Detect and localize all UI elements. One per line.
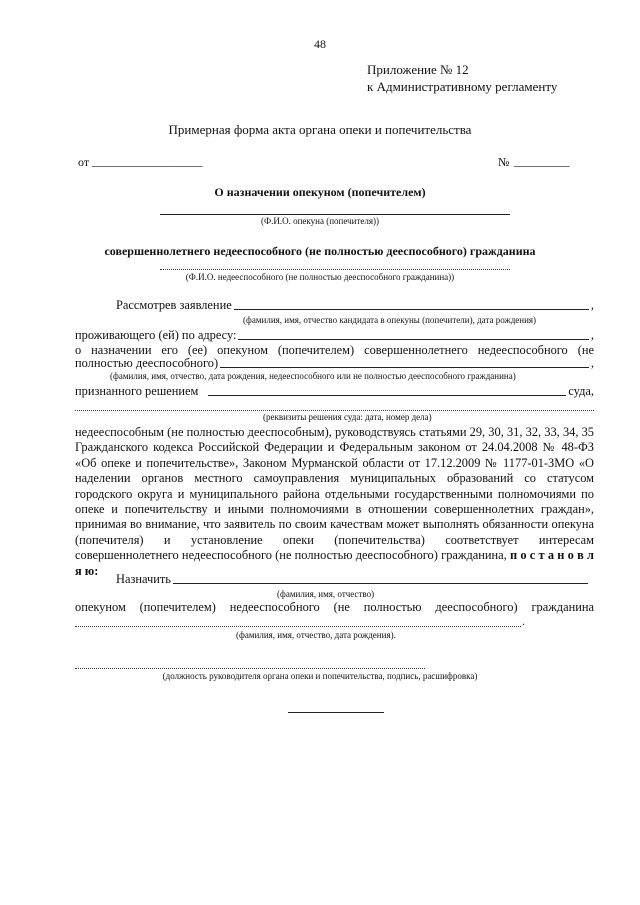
address-comma: ,: [590, 328, 594, 342]
page-number: 48: [314, 37, 326, 51]
court-name-field[interactable]: [208, 395, 566, 396]
assignee-hint: (фамилия, имя, отчество): [277, 589, 375, 599]
appoint-line-1: о назначении его (ее) опекуном (попечителем) совершеннолетнего недееспособного (не: [75, 343, 594, 357]
recognized-label: признанного решением: [75, 384, 199, 398]
applicant-hint: (фамилия, имя, отчество кандидата в опекуны (попечители), дата рождения): [243, 315, 537, 325]
ward-hint: (Ф.И.О. недееспособного (не полностью дееспособного гражданина)): [185, 272, 455, 282]
resolve-text: п о с т а н о в л я ю:: [75, 548, 594, 578]
signature-field[interactable]: [75, 668, 425, 669]
date-field[interactable]: ____________________: [92, 154, 202, 168]
considered-label: Рассмотрев заявление: [116, 298, 232, 312]
address-row: [75, 328, 594, 343]
address-label: проживающего (ей) по адресу:: [75, 328, 237, 342]
from-label: от: [78, 155, 90, 169]
number-label: №: [498, 155, 510, 169]
guardian-of-hint: (фамилия, имя, отчество, дата рождения).: [236, 630, 396, 640]
appoint-row-2: [75, 356, 594, 371]
guardian-of-line: опекуном (попечителем) недееспособного (не полностью дееспособного) гражданина: [75, 600, 594, 614]
ward-person-hint: (фамилия, имя, отчество, дата рождения, недееспособного или не полностью дееспособного гражданина): [110, 371, 516, 381]
court-label: суда,: [568, 384, 594, 398]
ward-heading: совершеннолетнего недееспособного (не полностью дееспособного) гражданина: [104, 244, 536, 258]
appendix-number: Приложение № 12: [367, 62, 469, 77]
assign-row: [116, 572, 594, 587]
appoint-line-2: полностью дееспособного): [75, 356, 219, 370]
guardian-hint: (Ф.И.О. опекуна (попечителя)): [260, 216, 380, 226]
appoint-comma: ,: [590, 356, 594, 370]
closing-divider: [288, 712, 384, 713]
act-heading: О назначении опекуном (попечителем): [214, 185, 426, 199]
considered-row: [116, 298, 594, 313]
main-paragraph-text: недееспособным (не полностью дееспособным), руководствуясь статьями 29, 30, 31, 32, 33, 34, 35 Гражданского кодекса Российской Федерации и Федеральным законом от 24.04.2008 № 48-ФЗ «Об опеке и попечительстве», Законом Мурманской области от 17.12.2009 № 1177-01-ЗМО «О наделении органов местного самоуправления муниципальных образований со статусом городского округа и муниципального района отдельными государственными полномочиями по опеке и попечительству и иными полномочиями в отношении совершеннолетних граждан», принимая во внимание, что заявитель по своим качествам может выполнять обязанности опекуна (попечителя) и установление опеки (попечительства) соответствует интересам совершеннолетнего недееспособного (не полностью дееспособного) гражданина,: [75, 425, 594, 563]
court-row: [75, 384, 594, 399]
guardian-name-field[interactable]: [160, 214, 510, 215]
court-hint: (реквизиты решения суда: дата, номер дела): [263, 412, 432, 422]
ward-name-field[interactable]: [160, 269, 510, 270]
assignee-field[interactable]: [173, 583, 588, 584]
number-field[interactable]: __________: [514, 154, 569, 168]
address-field[interactable]: [238, 339, 588, 340]
considered-comma: ,: [590, 298, 594, 312]
guardian-of-field[interactable]: [75, 626, 521, 627]
assign-label: Назначить: [116, 572, 171, 586]
court-details-field[interactable]: [75, 410, 594, 411]
appendix-regulation: к Административному регламенту: [367, 79, 558, 94]
ward-person-field[interactable]: [220, 367, 589, 368]
guardian-of-period: .: [522, 614, 525, 628]
signature-hint: (должность руководителя органа опеки и попечительства, подпись, расшифровка): [162, 671, 478, 681]
main-paragraph: [75, 425, 594, 579]
applicant-field[interactable]: [234, 309, 589, 310]
form-title: Примерная форма акта органа опеки и попечительства: [168, 122, 472, 137]
